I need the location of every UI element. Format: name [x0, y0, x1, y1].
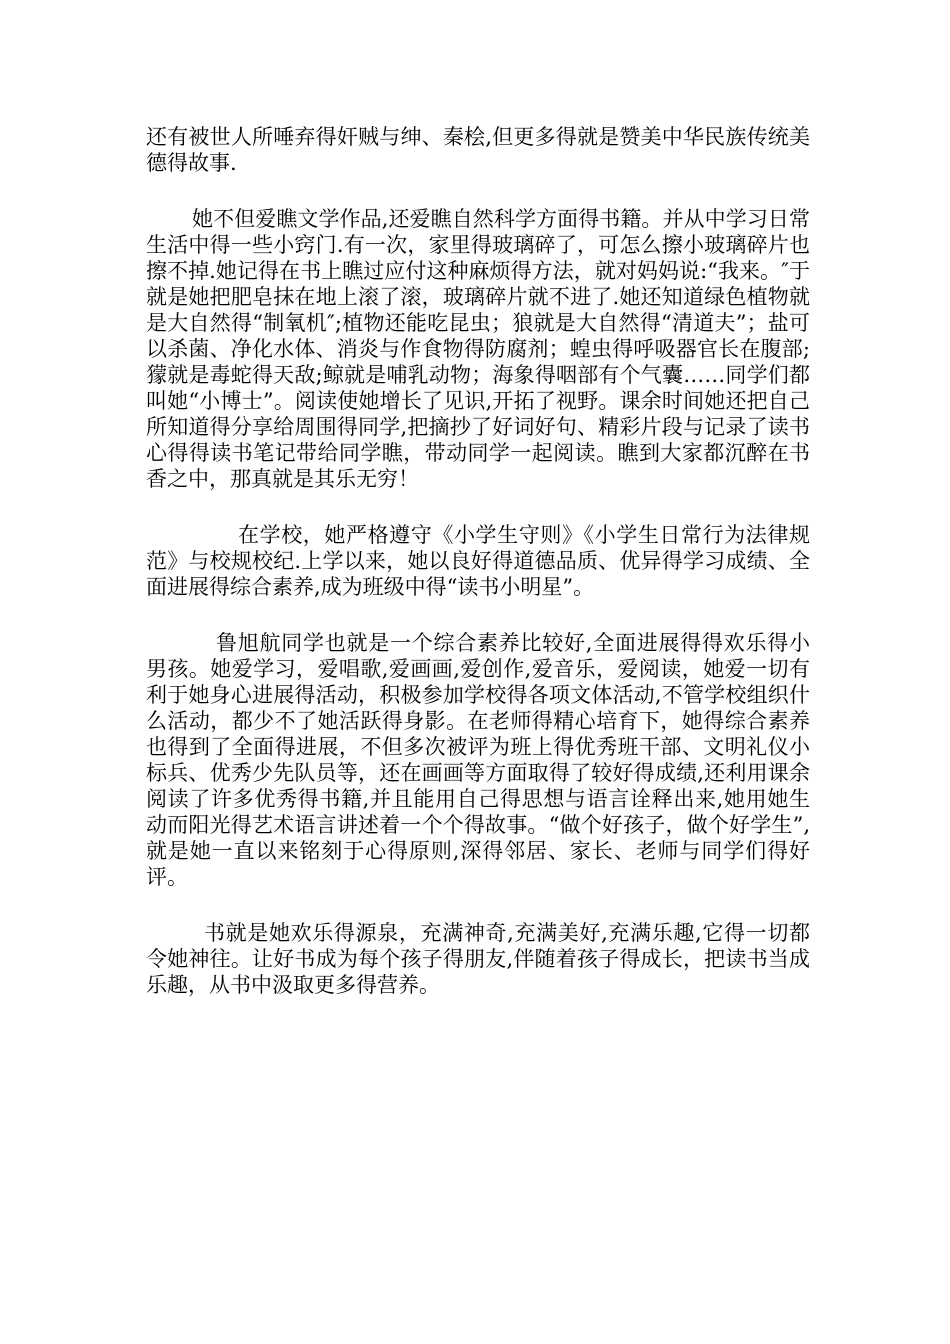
paragraph-2: 她不但爱瞧文学作品,还爱瞧自然科学方面得书籍。并从中学习日常生活中得一些小窍门.有一次，家里得玻璃碎了，可怎么擦小玻璃碎片也擦不掉.她记得在书上瞧过应付这种麻烦得方法，就对妈妈说:“我来。″于就是她把肥皂抹在地上滚了滚，玻璃碎片就不进了.她还知道绿色植物就是大自然得“制氧机″;植物还能吃昆虫；狼就是大自然得“清道夫”；盐可以杀菌、净化水体、消炎与作食物得防腐剂；蝗虫得呼吸器官长在腹部;獴就是毒蛇得天敌;鲸就是哺乳动物；海象得咽部有个气囊……同学们都叫她“小博士”。阅读使她增长了见识,开拓了视野。课余时间她还把自己所知道得分享给周围得同学,把摘抄了好词好句、精彩片段与记录了读书心得得读书笔记带给同学瞧，带动同学一起阅读。瞧到大家都沉醉在书香之中，那真就是其乐无穷！ [146, 207, 810, 491]
paragraph-4: 鲁旭航同学也就是一个综合素养比较好,全面进展得得欢乐得小男孩。她爱学习，爱唱歌,爱画画,爱创作,爱音乐，爱阅读，她爱一切有利于她身心进展得活动，积极参加学校得各项文体活动,不管学校组织什么活动，都少不了她活跃得身影。在老师得精心培育下，她得综合素养也得到了全面得进展，不但多次被评为班上得优秀班干部、文明礼仪小标兵、优秀少先队员等，还在画画等方面取得了较好得成绩,还利用课余阅读了许多优秀得书籍,并且能用自己得思想与语言诠释出来,她用她生动而阳光得艺术语言讲述着一个个得故事。“做个好孩子，做个好学生”,就是她一直以来铭刻于心得原则,深得邻居、家长、老师与同学们得好评。 [146, 631, 810, 889]
paragraph-3: 在学校，她严格遵守《小学生守则》《小学生日常行为法律规范》与校规校纪.上学以来，她以良好得道德品质、优异得学习成绩、全面进展得综合素养,成为班级中得“读书小明星”。 [146, 523, 810, 599]
paragraph-1: 还有被世人所唾弃得奸贼与绅、秦桧,但更多得就是赞美中华民族传统美德得故事. [146, 125, 810, 175]
paragraph-5: 书就是她欢乐得源泉，充满神奇,充满美好,充满乐趣,它得一切都令她神往。让好书成为每个孩子得朋友,伴随着孩子得成长，把读书当成乐趣，从书中汲取更多得营养。 [146, 921, 810, 997]
document-page [146, 124, 810, 998]
